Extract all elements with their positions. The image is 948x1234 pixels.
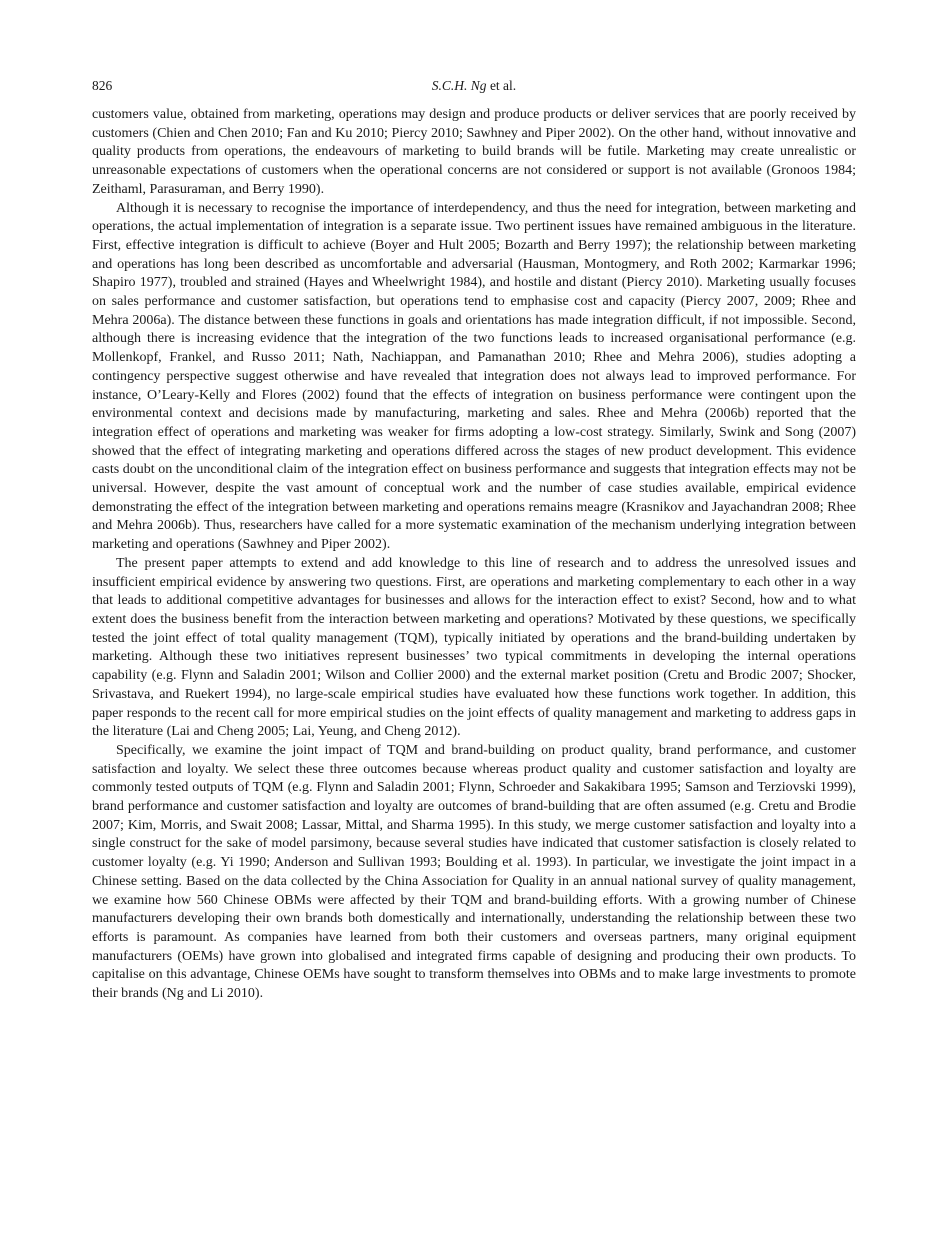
- author-suffix: et al.: [486, 78, 517, 93]
- paragraph: The present paper attempts to extend and add knowledge to this line of research and to address the unresolved issues and insufficient empirical evidence by answering two questions. First, are operations and marketing complementary to each other in a way that leads to additional competitive advantages for businesses and allows for the interaction effect to exist? Second, how and to what extent does the business benefit from the interaction between marketing and operations? Motivated by these questions, we specifically tested the joint effect of total quality management (TQM), typically initiated by operations and the brand-building undertaken by marketing. Although these two initiatives represent businesses’ two typical commitments in developing the internal operations capability (e.g. Flynn and Saladin 2001; Wilson and Collier 2000) and the external market position (Cretu and Brodic 2007; Shocker, Srivastava, and Ruekert 1994), no large-scale empirical studies have evaluated how these functions work together. In addition, this paper responds to the recent call for more empirical studies on the joint effects of quality management and marketing to address gaps in the literature (Lai and Cheng 2005; Lai, Yeung, and Cheng 2012).: [92, 555, 856, 740]
- running-head-authors: [92, 78, 856, 94]
- page-number: 826: [92, 78, 113, 93]
- paragraph: Although it is necessary to recognise the importance of interdependency, and thus the need for integration, between marketing and operations, the actual implementation of integration is a separate issue. Two pertinent issues have remained ambiguous in the literature. First, effective integration is difficult to achieve (Boyer and Hult 2005; Bozarth and Berry 1997); the relationship between marketing and operations has long been described as uncomfortable and adversarial (Hausman, Montogmery, and Roth 2002; Karmarkar 1996; Shapiro 1977), troubled and strained (Hayes and Wheelwright 1984), and hostile and distant (Piercy 2010). Marketing usually focuses on sales performance and customer satisfaction, but operations tend to emphasise cost and capacity (Piercy 2007, 2009; Rhee and Mehra 2006a). The distance between these functions in goals and orientations has made integration difficult, if not impossible. Second, although there is increasing evidence that the integration of the two functions leads to increased organisational performance (e.g. Mollenkopf, Frankel, and Russo 2011; Nath, Nachiappan, and Pamanathan 2010; Rhee and Mehra 2006), studies adopting a contingency perspective suggest otherwise and have revealed that integration does not always lead to improved performance. For instance, O’Leary-Kelly and Flores (2002) found that the effects of integration on business performance were contingent upon the environmental context and decisions made by manufacturing, marketing and sales. Rhee and Mehra (2006b) reported that the integration effect of operations and marketing was weaker for firms adopting a low-cost strategy. Similarly, Swink and Song (2007) showed that the effect of integrating marketing and operations differed across the stages of new product development. This evidence casts doubt on the unconditional claim of the integration effect on business performance and suggests that integration effects may not be universal. However, despite the vast amount of conceptual work and the number of case studies available, empirical evidence demonstrating the effect of the integration between marketing and operations remains meagre (Krasnikov and Jayachandran 2008; Rhee and Mehra 2006b). Thus, researchers have called for a more systematic examination of the mechanism underlying integration between marketing and operations (Sawhney and Piper 2002).: [92, 200, 856, 553]
- paragraph: customers value, obtained from marketing, operations may design and produce products or deliver services that are poorly received by customers (Chien and Chen 2010; Fan and Ku 2010; Piercy 2010; Sawhney and Piper 2002). On the other hand, without innovative and quality products from operations, the endeavours of marketing to build brands will be futile. Marketing may create unrealistic or unreasonable expectations of customers when the operational concerns are not considered or support is not available (Gronoos 1984; Zeithaml, Parasuraman, and Berry 1990).: [92, 107, 856, 197]
- running-head: [92, 78, 856, 100]
- author-name: S.C.H. Ng: [431, 78, 487, 93]
- journal-page: [92, 78, 856, 1004]
- paragraph: Specifically, we examine the joint impact of TQM and brand-building on product quality, brand performance, and customer satisfaction and loyalty. We select these three outcomes because whereas product quality and customer satisfaction and loyalty are commonly tested outputs of TQM (e.g. Flynn and Saladin 2001; Flynn, Schroeder and Sakakibara 1995; Samson and Terziovski 1999), brand performance and customer satisfaction and loyalty are outcomes of brand-building that are often assumed (e.g. Cretu and Brodie 2007; Kim, Morris, and Swait 2008; Lassar, Mittal, and Sharma 1995). In this study, we merge customer satisfaction and loyalty into a single construct for the sake of model parsimony, because several studies have indicated that customer satisfaction is closely related to customer loyalty (e.g. Yi 1990; Anderson and Sullivan 1993; Boulding et al. 1993). In particular, we investigate the joint impact in a Chinese setting. Based on the data collected by the China Association for Quality in an annual national survey of quality management, we examine how 560 Chinese OBMs were affected by their TQM and brand-building efforts. With a growing number of Chinese manufacturers developing their own brands both domestically and internationally, understanding the relationship between these two efforts is paramount. As companies have learned from both their customers and overseas partners, many original equipment manufacturers (OEMs) have grown into globalised and integrated firms capable of designing and producing their own products. To capitalise on this advantage, Chinese OEMs have sought to transform themselves into OBMs and to make large investments to promote their brands (Ng and Li 2010).: [92, 742, 856, 1002]
- body-text: [92, 106, 856, 1004]
